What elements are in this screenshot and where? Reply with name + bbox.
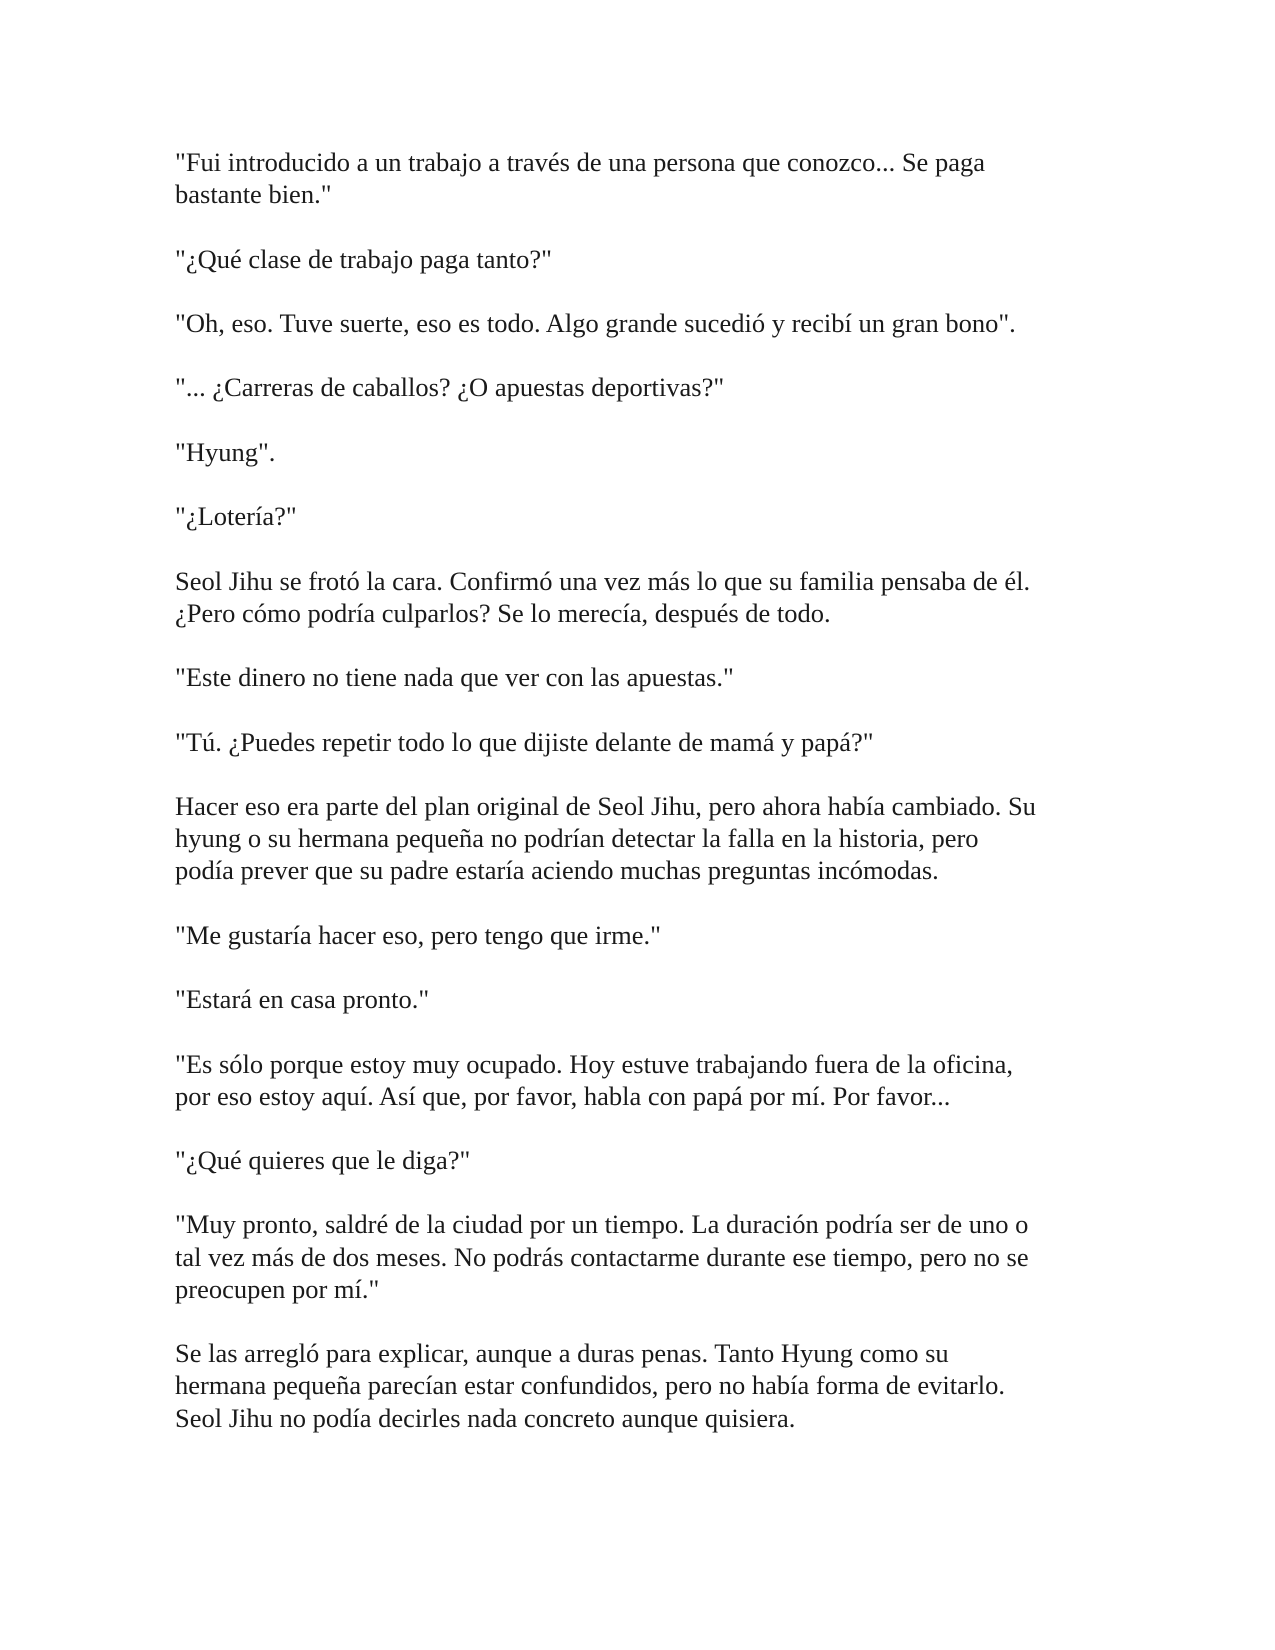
text-line: "... ¿Carreras de caballos? ¿O apuestas deportivas?"	[175, 372, 725, 403]
paragraph-13	[175, 1048, 1095, 1112]
paragraph-4	[175, 371, 1095, 403]
paragraph-9	[175, 726, 1095, 758]
paragraph-7	[175, 565, 1095, 629]
text-line: ¿Pero cómo podría culparlos? Se lo merecía, después de todo.	[175, 597, 831, 628]
text-line: "Hyung".	[175, 436, 276, 467]
text-line: "Es sólo porque estoy muy ocupado. Hoy estuve trabajando fuera de la oficina,	[175, 1048, 1013, 1079]
paragraph-14	[175, 1144, 1095, 1176]
text-line: "Fui introducido a un trabajo a través de una persona que conozco... Se paga	[175, 147, 985, 177]
text-line: Seol Jihu se frotó la cara. Confirmó una vez más lo que su familia pensaba de él.	[175, 565, 1031, 596]
text-line: "¿Lotería?"	[175, 501, 297, 532]
paragraph-1	[175, 146, 1095, 210]
text-line: "Oh, eso. Tuve suerte, eso es todo. Algo grande sucedió y recibí un gran bono".	[175, 307, 1016, 338]
paragraph-2	[175, 243, 1095, 275]
paragraph-12	[175, 983, 1095, 1015]
text-line: "Muy pronto, saldré de la ciudad por un tiempo. La duración podría ser de uno o	[175, 1209, 1029, 1240]
text-line: "Estará en casa pronto."	[175, 984, 430, 1015]
paragraph-16	[175, 1337, 1095, 1434]
text-line: "¿Qué clase de trabajo paga tanto?"	[175, 243, 552, 274]
text-line: hermana pequeña parecían estar confundidos, pero no había forma de evitarlo.	[175, 1370, 1005, 1401]
text-line: podía prever que su padre estaría aciendo muchas preguntas incómodas.	[175, 855, 939, 886]
paragraph-5	[175, 436, 1095, 468]
text-line: "¿Qué quieres que le diga?"	[175, 1145, 471, 1176]
paragraph-8	[175, 661, 1095, 693]
text-line: Seol Jihu no podía decirles nada concreto aunque quisiera.	[175, 1402, 796, 1433]
text-line: hyung o su hermana pequeña no podrían detectar la falla en la historia, pero	[175, 823, 979, 854]
text-line: "Este dinero no tiene nada que ver con las apuestas."	[175, 662, 734, 693]
text-line: tal vez más de dos meses. No podrás contactarme durante ese tiempo, pero no se	[175, 1241, 1029, 1272]
text-line: "Me gustaría hacer eso, pero tengo que irme."	[175, 919, 661, 950]
text-line: preocupen por mí."	[175, 1273, 380, 1304]
text-line: Se las arregló para explicar, aunque a duras penas. Tanto Hyung como su	[175, 1338, 949, 1369]
text-line: por eso estoy aquí. Así que, por favor, habla con papá por mí. Por favor...	[175, 1080, 951, 1111]
paragraph-11	[175, 919, 1095, 951]
text-line: "Tú. ¿Puedes repetir todo lo que dijiste delante de mamá y papá?"	[175, 726, 874, 757]
document-body	[175, 146, 1095, 1466]
paragraph-3	[175, 307, 1095, 339]
paragraph-10	[175, 790, 1095, 887]
text-line: bastante bien."	[175, 179, 332, 210]
paragraph-15	[175, 1208, 1095, 1305]
text-line: Hacer eso era parte del plan original de Seol Jihu, pero ahora había cambiado. Su	[175, 790, 1036, 821]
paragraph-6	[175, 500, 1095, 532]
